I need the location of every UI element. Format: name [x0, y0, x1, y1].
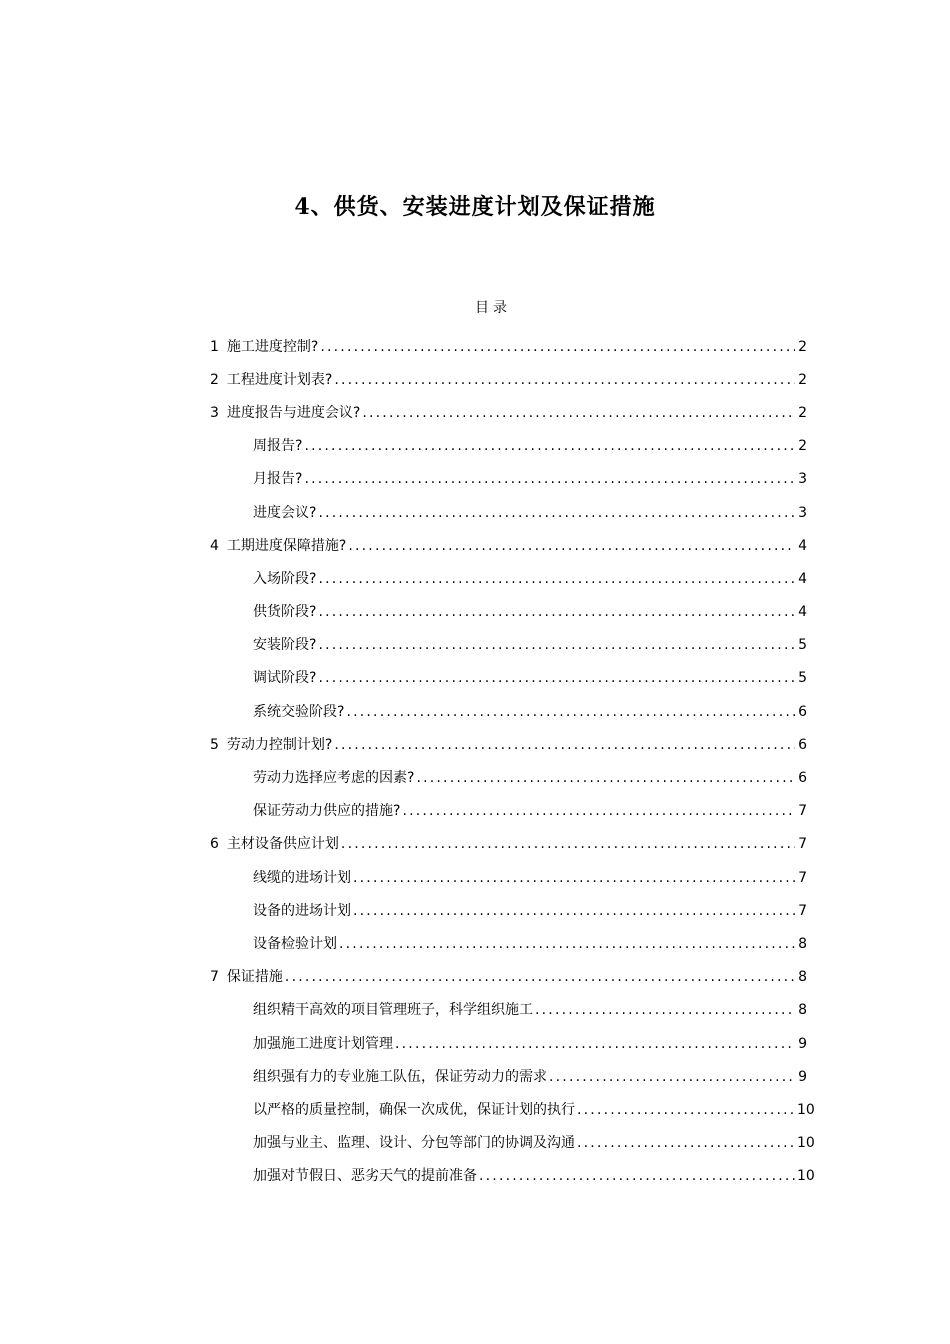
toc-entry-page: 7: [798, 836, 807, 853]
toc-dot-leader: [549, 1067, 795, 1087]
toc-entry-page: 2: [798, 404, 807, 421]
toc-entry-text: 施工进度控制?: [226, 338, 319, 355]
toc-entry-page: 10: [797, 1101, 815, 1118]
toc-entry-text: 主材设备供应计划: [226, 836, 339, 853]
toc-entry-page: 5: [798, 670, 807, 687]
toc-dot-leader: [341, 834, 795, 854]
toc-subentry[interactable]: [210, 430, 807, 463]
toc-subentry[interactable]: [210, 463, 807, 496]
toc-dot-leader: [353, 868, 795, 888]
toc-entry-number: 7: [210, 969, 219, 986]
toc-entry[interactable]: [210, 529, 807, 562]
toc-dot-leader: [334, 370, 795, 390]
toc-dot-leader: [535, 1000, 795, 1020]
toc-entry-page: 10: [797, 1135, 815, 1152]
toc-entry-text: 劳动力选择应考虑的因素?: [253, 770, 415, 787]
toc-entry-text: 供货阶段?: [253, 604, 317, 621]
toc-dot-leader: [304, 469, 795, 489]
toc-dot-leader: [577, 1133, 795, 1153]
toc-entry[interactable]: [210, 396, 807, 429]
toc-entry-page: 8: [798, 969, 807, 986]
toc-dot-leader: [318, 503, 795, 523]
toc-subentry[interactable]: [210, 1027, 807, 1060]
toc-entry-text: 入场阶段?: [253, 570, 317, 587]
toc-dot-leader: [339, 934, 795, 954]
table-of-contents: [210, 330, 815, 1193]
toc-subentry[interactable]: [210, 927, 807, 960]
toc-subentry[interactable]: [210, 894, 807, 927]
toc-dot-leader: [318, 569, 795, 589]
toc-entry-page: 5: [798, 637, 807, 654]
toc-entry-page: 4: [798, 570, 807, 587]
toc-dot-leader: [395, 1034, 795, 1054]
toc-subentry[interactable]: [210, 761, 807, 794]
toc-entry-page: 9: [798, 1068, 807, 1085]
toc-entry[interactable]: [210, 728, 807, 761]
toc-entry-page: 4: [798, 537, 807, 554]
toc-entry-page: 7: [798, 803, 807, 820]
toc-entry-page: 7: [798, 869, 807, 886]
toc-entry-text: 加强施工进度计划管理: [253, 1035, 393, 1052]
toc-entry-text: 工程进度计划表?: [226, 371, 333, 388]
toc-entry-text: 调试阶段?: [253, 670, 317, 687]
toc-subentry[interactable]: [210, 596, 807, 629]
toc-entry[interactable]: [210, 828, 807, 861]
toc-entry-text: 月报告?: [253, 471, 303, 488]
toc-dot-leader: [334, 735, 795, 755]
toc-entry-page: 6: [798, 703, 807, 720]
toc-subentry[interactable]: [210, 795, 807, 828]
toc-entry-page: 6: [798, 770, 807, 787]
toc-entry-text: 加强对节假日、恶劣天气的提前准备: [253, 1168, 477, 1185]
toc-dot-leader: [577, 1100, 795, 1120]
toc-entry-page: 8: [798, 1002, 807, 1019]
toc-entry-number: 1: [210, 338, 219, 355]
toc-dot-leader: [362, 403, 795, 423]
toc-entry-text: 安装阶段?: [253, 637, 317, 654]
toc-entry-text: 线缆的进场计划: [253, 869, 351, 886]
toc-entry-number: 3: [210, 404, 219, 421]
toc-entry-text: 进度会议?: [253, 504, 317, 521]
document-title: 4、供货、安装进度计划及保证措施: [294, 193, 656, 220]
toc-entry-page: 10: [797, 1168, 815, 1185]
toc-dot-leader: [416, 768, 795, 788]
toc-entry[interactable]: [210, 363, 807, 396]
toc-dot-leader: [318, 602, 795, 622]
toc-entry-page: 7: [798, 902, 807, 919]
toc-subentry[interactable]: [210, 994, 807, 1027]
toc-entry-page: 6: [798, 736, 807, 753]
toc-entry-text: 保证措施: [226, 969, 283, 986]
toc-subentry[interactable]: [210, 1160, 815, 1193]
toc-dot-leader: [318, 635, 795, 655]
toc-dot-leader: [402, 801, 795, 821]
toc-entry-text: 保证劳动力供应的措施?: [253, 803, 401, 820]
toc-entry-page: 3: [798, 471, 807, 488]
toc-entry-text: 劳动力控制计划?: [226, 736, 333, 753]
toc-subentry[interactable]: [210, 1127, 815, 1160]
toc-entry-text: 进度报告与进度会议?: [226, 404, 361, 421]
toc-entry[interactable]: [210, 961, 807, 994]
toc-entry-number: 2: [210, 371, 219, 388]
toc-entry[interactable]: [210, 330, 807, 363]
toc-entry-text: 组织强有力的专业施工队伍，保证劳动力的需求: [253, 1068, 547, 1085]
toc-dot-leader: [304, 436, 795, 456]
toc-entry-page: 8: [798, 935, 807, 952]
toc-dot-leader: [318, 668, 795, 688]
toc-dot-leader: [285, 967, 795, 987]
toc-entry-text: 以严格的质量控制，确保一次成优，保证计划的执行: [253, 1101, 575, 1118]
toc-subentry[interactable]: [210, 861, 807, 894]
toc-entry-page: 4: [798, 604, 807, 621]
toc-subentry[interactable]: [210, 695, 807, 728]
toc-entry-text: 设备检验计划: [253, 935, 337, 952]
toc-subentry[interactable]: [210, 1060, 807, 1093]
toc-entry-text: 系统交验阶段?: [253, 703, 345, 720]
toc-subentry[interactable]: [210, 496, 807, 529]
toc-entry-page: 9: [798, 1035, 807, 1052]
toc-subentry[interactable]: [210, 662, 807, 695]
toc-entry-number: 6: [210, 836, 219, 853]
toc-subentry[interactable]: [210, 629, 807, 662]
toc-dot-leader: [348, 536, 795, 556]
toc-dot-leader: [320, 337, 795, 357]
toc-subentry[interactable]: [210, 562, 807, 595]
toc-heading: 目录: [475, 300, 511, 316]
toc-entry-page: 2: [798, 338, 807, 355]
toc-entry-page: 2: [798, 371, 807, 388]
toc-dot-leader: [479, 1166, 795, 1186]
toc-dot-leader: [346, 702, 795, 722]
toc-entry-number: 5: [210, 736, 219, 753]
toc-entry-page: 2: [798, 438, 807, 455]
toc-entry-text: 工期进度保障措施?: [226, 537, 347, 554]
toc-entry-text: 设备的进场计划: [253, 902, 351, 919]
toc-entry-page: 3: [798, 504, 807, 521]
toc-entry-number: 4: [210, 537, 219, 554]
toc-dot-leader: [353, 901, 795, 921]
toc-entry-text: 周报告?: [253, 438, 303, 455]
toc-entry-text: 组织精干高效的项目管理班子，科学组织施工: [253, 1002, 533, 1019]
toc-entry-text: 加强与业主、监理、设计、分包等部门的协调及沟通: [253, 1135, 575, 1152]
toc-subentry[interactable]: [210, 1093, 815, 1126]
